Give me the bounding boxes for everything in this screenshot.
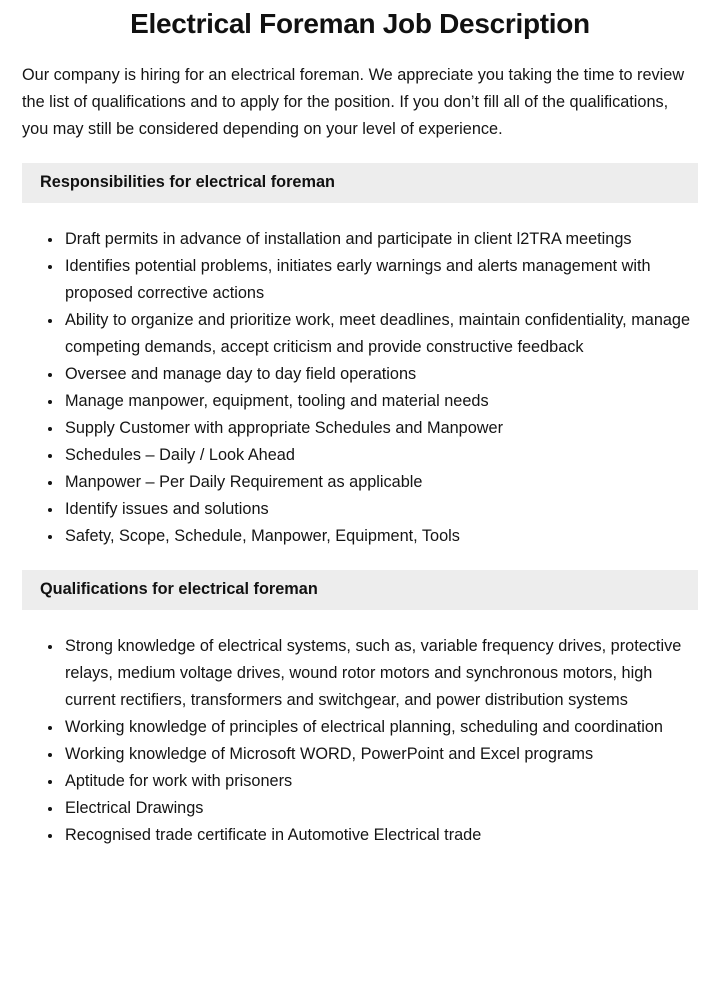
section-qualifications	[22, 570, 698, 849]
list-item: • Manpower – Per Daily Requirement as applicable	[63, 469, 698, 496]
qualifications-heading	[22, 570, 698, 610]
list-item: • Identifies potential problems, initiates early warnings and alerts management with proposed corrective actions	[63, 253, 698, 307]
list-item: • Supply Customer with appropriate Schedules and Manpower	[63, 415, 698, 442]
list-item: • Electrical Drawings	[63, 795, 698, 822]
list-item: • Oversee and manage day to day field operations	[63, 361, 698, 388]
responsibilities-heading	[22, 163, 698, 203]
list-item: • Working knowledge of principles of electrical planning, scheduling and coordination	[63, 714, 698, 741]
list-item: • Draft permits in advance of installation and participate in client l2TRA meetings	[63, 226, 698, 253]
qualifications-list	[22, 633, 698, 849]
list-item: • Schedules – Daily / Look Ahead	[63, 442, 698, 469]
list-item: • Strong knowledge of electrical systems, such as, variable frequency drives, protective relays, medium voltage drives, wound rotor motors and synchronous motors, high current rectifiers, transformers and switchgear, and power distribution systems	[63, 633, 698, 714]
list-item: • Safety, Scope, Schedule, Manpower, Equipment, Tools	[63, 523, 698, 550]
list-item: • Manage manpower, equipment, tooling and material needs	[63, 388, 698, 415]
list-item: • Working knowledge of Microsoft WORD, PowerPoint and Excel programs	[63, 741, 698, 768]
intro-paragraph: Our company is hiring for an electrical foreman. We appreciate you taking the time to review the list of qualifications and to apply for the position. If you don’t fill all of the qualifications, you may still be considered depending on your level of experience.	[22, 66, 685, 138]
list-item: • Ability to organize and prioritize work, meet deadlines, maintain confidentiality, manage competing demands, accept criticism and provide constructive feedback	[63, 307, 698, 361]
list-item: • Identify issues and solutions	[63, 496, 698, 523]
list-item: • Aptitude for work with prisoners	[63, 768, 698, 795]
section-responsibilities	[22, 163, 698, 550]
qualifications-heading-text: Qualifications for electrical foreman	[40, 580, 318, 598]
responsibilities-list	[22, 226, 698, 550]
list-item: • Recognised trade certificate in Automotive Electrical trade	[63, 822, 698, 849]
page-title: Electrical Foreman Job Description	[130, 8, 590, 39]
responsibilities-heading-text: Responsibilities for electrical foreman	[40, 173, 335, 191]
